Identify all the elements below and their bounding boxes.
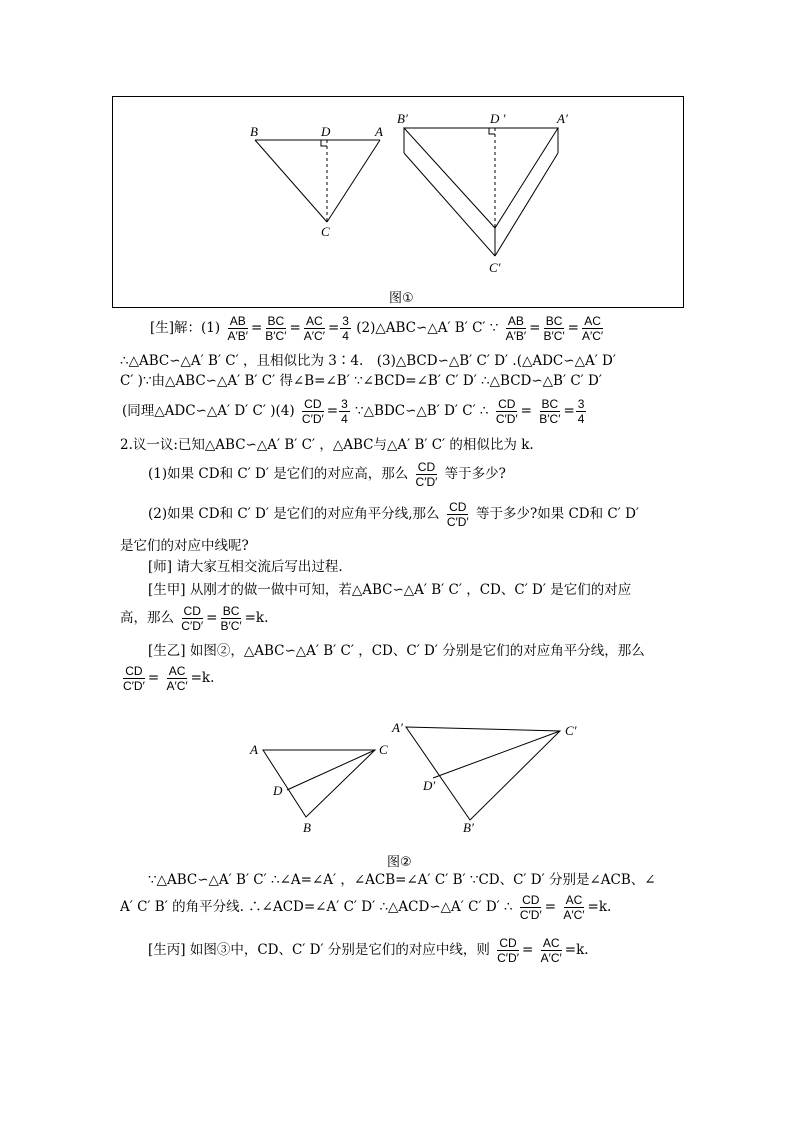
fraction-denominator: A′C′ — [303, 329, 325, 343]
fraction-denominator: C′D′ — [415, 475, 438, 489]
fraction — [495, 936, 521, 965]
solution-line-2: ∴△ABC∽△A′ B′ C′ ，且相似比为 3∶4. (3)△BCD∽△B′ C′ D′ .(△ADC∽△A′ D′ — [120, 353, 616, 369]
text-segment: (2)△ABC∽△A′ B′ C′ ∵ — [356, 320, 499, 336]
text-segment: 等于多少?如果 CD和 C′ D′ — [475, 506, 640, 522]
fraction-denominator: B′C′ — [220, 619, 242, 633]
fraction-numerator: CD — [183, 604, 201, 618]
fraction-numerator: 3 — [577, 397, 585, 411]
text-segment: (2)如果 CD和 C′ D′ 是它们的对应角平分线,那么 — [148, 506, 440, 522]
fig2-label-D-prime: D′ — [423, 778, 436, 793]
fig2-label-A: A — [250, 742, 258, 757]
text-segment: ∵△BDC∽△B′ D′ C′ ∴ — [355, 403, 489, 419]
fig1-label-C: C — [321, 224, 330, 239]
fraction-denominator: C′D′ — [301, 412, 324, 426]
solution-line-4: (同理△ADC∽△A′ D′ C′ )(4) $\frac{CD}{C'D'}$ = $\frac{3}{4}$ ∵△BDC∽△B′ D′ C′ ∴ $\frac{CD}{C'D'}$ = $\frac{BC}{B'C'}$ = $\frac{3}{4}$ — [122, 397, 585, 426]
figure-2-caption: 图② — [387, 855, 412, 870]
text-segment: (1)如果 CD和 C′ D′ 是它们的对应高，那么 — [148, 466, 409, 482]
fraction-numerator: AC — [168, 664, 186, 678]
text-segment: A′ C′ B′ 的角平分线. ∴∠ACD=∠A′ C′ D′ ∴△ACD∽△A′ C′ D′ ∴ — [120, 899, 513, 915]
fraction-numerator: BC — [267, 314, 285, 328]
text-segment: =k. — [564, 942, 589, 958]
fraction-denominator: A′B′ — [505, 329, 527, 343]
fraction-denominator: C′D′ — [123, 679, 145, 693]
fig2-label-C: C — [379, 742, 388, 757]
fraction-numerator: BC — [222, 604, 240, 618]
fraction-numerator: AC — [584, 314, 601, 328]
fraction — [539, 936, 564, 965]
fig1-label-B-prime: B′ — [397, 111, 408, 126]
fraction-denominator: A′C′ — [166, 679, 188, 693]
fig2-label-B: B — [303, 820, 311, 835]
fraction-denominator: B′C′ — [539, 412, 561, 426]
fig1-label-C-prime: C′ — [489, 260, 501, 275]
fraction-denominator: A′B′ — [227, 329, 248, 343]
fig2-label-A-prime: A′ — [392, 720, 403, 735]
fraction-numerator: 3 — [341, 397, 348, 411]
question-2-continued: 是它们的对应中线呢? — [120, 538, 249, 554]
fraction-numerator: CD — [449, 500, 467, 514]
fraction-denominator: B′C′ — [265, 329, 287, 343]
proof-line-2: A′ C′ B′ 的角平分线. ∴∠ACD=∠A′ C′ D′ ∴△ACD∽△A′ C′ D′ ∴ $\frac{CD}{C'D'}$ = $\frac{AC}{A'C'}$ =k. — [120, 893, 612, 922]
student-jia-line-1: [生甲] 从刚才的做一做中可知，若△ABC∽△A′ B′ C′ ，CD、C′ D′ 是它们的对应 — [148, 582, 632, 598]
fraction-denominator: C′D′ — [519, 908, 542, 922]
fraction-denominator: B′C′ — [543, 329, 565, 343]
fraction-numerator: CD — [304, 397, 322, 411]
fraction-denominator: 4 — [342, 329, 349, 343]
fraction — [561, 893, 586, 922]
fraction-numerator: CD — [499, 936, 517, 950]
fraction-numerator: AB — [229, 314, 246, 328]
text-segment: =k. — [190, 670, 215, 686]
teacher-prompt: [师] 请大家互相交流后写出过程. — [148, 559, 343, 575]
solution-line-3: C′ )∵由△ABC∽△A′ B′ C′ 得∠B=∠B′ ∵∠BCD=∠B′ C′ D′ ∴△BCD∽△B′ C′ D′ — [120, 373, 602, 389]
fig1-label-A: A — [375, 124, 383, 139]
fraction-denominator: C′D′ — [446, 515, 469, 529]
fraction — [518, 893, 544, 922]
fig2-label-B-prime: B′ — [463, 820, 474, 835]
fig1-label-B: B — [250, 124, 258, 139]
fraction-denominator: A′C′ — [540, 951, 562, 965]
fraction-numerator: CD — [498, 397, 516, 411]
fraction-numerator: AC — [565, 893, 583, 907]
fig1-label-D-prime: D ′ — [490, 111, 506, 126]
fraction-numerator: CD — [125, 664, 143, 678]
fraction-numerator: CD — [522, 893, 540, 907]
fraction-denominator: C′D′ — [495, 412, 518, 426]
text-segment: =k. — [244, 610, 269, 626]
text-segment: (同理△ADC∽△A′ D′ C′ )(4) — [122, 403, 295, 419]
fraction-denominator: A′C′ — [581, 329, 604, 343]
fraction-numerator: BC — [545, 314, 563, 328]
solution-line-1: [生]解：(1) $\frac{AB}{A'B'}$ = $\frac{BC}{B'C'}$ = $\frac{AC}{A'C'}$ = $\frac{3}{4}$ (2)△ABC∽△A′ B′ C′ ∵ $\frac{AB}{A'B'}$ = $\frac{BC}{B'C'}$ = $\frac{AC}{A'C'}$ — [150, 314, 604, 343]
fig2-label-C-prime: C′ — [565, 723, 577, 738]
fraction-numerator: BC — [541, 397, 559, 411]
discussion-title: 2.议一议:已知△ABC∽△A′ B′ C′ ，△ABC与△A′ B′ C′ 的相似比为 k. — [120, 437, 534, 453]
fig2-label-D: D — [273, 783, 283, 798]
fraction-numerator: AC — [542, 936, 560, 950]
student-jia-line-2: 高，那么 $\frac{CD}{C'D'}$ = $\frac{BC}{B'C'}$ =k. — [120, 604, 269, 633]
fraction-numerator: 3 — [342, 314, 349, 328]
text-segment: 高，那么 — [120, 610, 174, 626]
fraction-numerator: CD — [417, 460, 436, 474]
fraction-numerator: AB — [507, 314, 524, 328]
text-segment: [生丙] 如图③中，CD、C′ D′ 分别是它们的对应中线，则 — [148, 942, 490, 958]
text-segment: [生]解：(1) — [150, 320, 221, 336]
fig1-label-D: D — [321, 124, 331, 139]
fraction-denominator: 4 — [341, 412, 348, 426]
fraction-numerator: AC — [306, 314, 323, 328]
student-bing-line: [生丙] 如图③中，CD、C′ D′ 分别是它们的对应中线，则 $\frac{CD}{C'D'}$ = $\frac{AC}{A'C'}$ =k. — [148, 936, 589, 965]
student-yi-line-2: $\frac{CD}{C'D'}$ = $\frac{AC}{A'C'}$ =k. — [123, 664, 215, 693]
fraction-denominator: 4 — [577, 412, 585, 426]
fig1-label-A-prime: A′ — [557, 111, 568, 126]
text-segment: 等于多少? — [444, 466, 506, 482]
fraction-denominator: C′D′ — [497, 951, 519, 965]
figure-1-caption: 图① — [389, 291, 414, 306]
text-segment: =k. — [587, 899, 612, 915]
proof-line-1: ∵△ABC∽△A′ B′ C′ ∴∠A=∠A′ ，∠ACB=∠A′ C′ B′ ∵CD、C′ D′ 分别是∠ACB、∠ — [148, 872, 656, 888]
fraction-denominator: C′D′ — [181, 619, 204, 633]
student-yi-line-1: [生乙] 如图②，△ABC∽△A′ B′ C′ ，CD、C′ D′ 分别是它们的对应角平分线，那么 — [148, 643, 645, 659]
fraction-denominator: A′C′ — [563, 908, 585, 922]
